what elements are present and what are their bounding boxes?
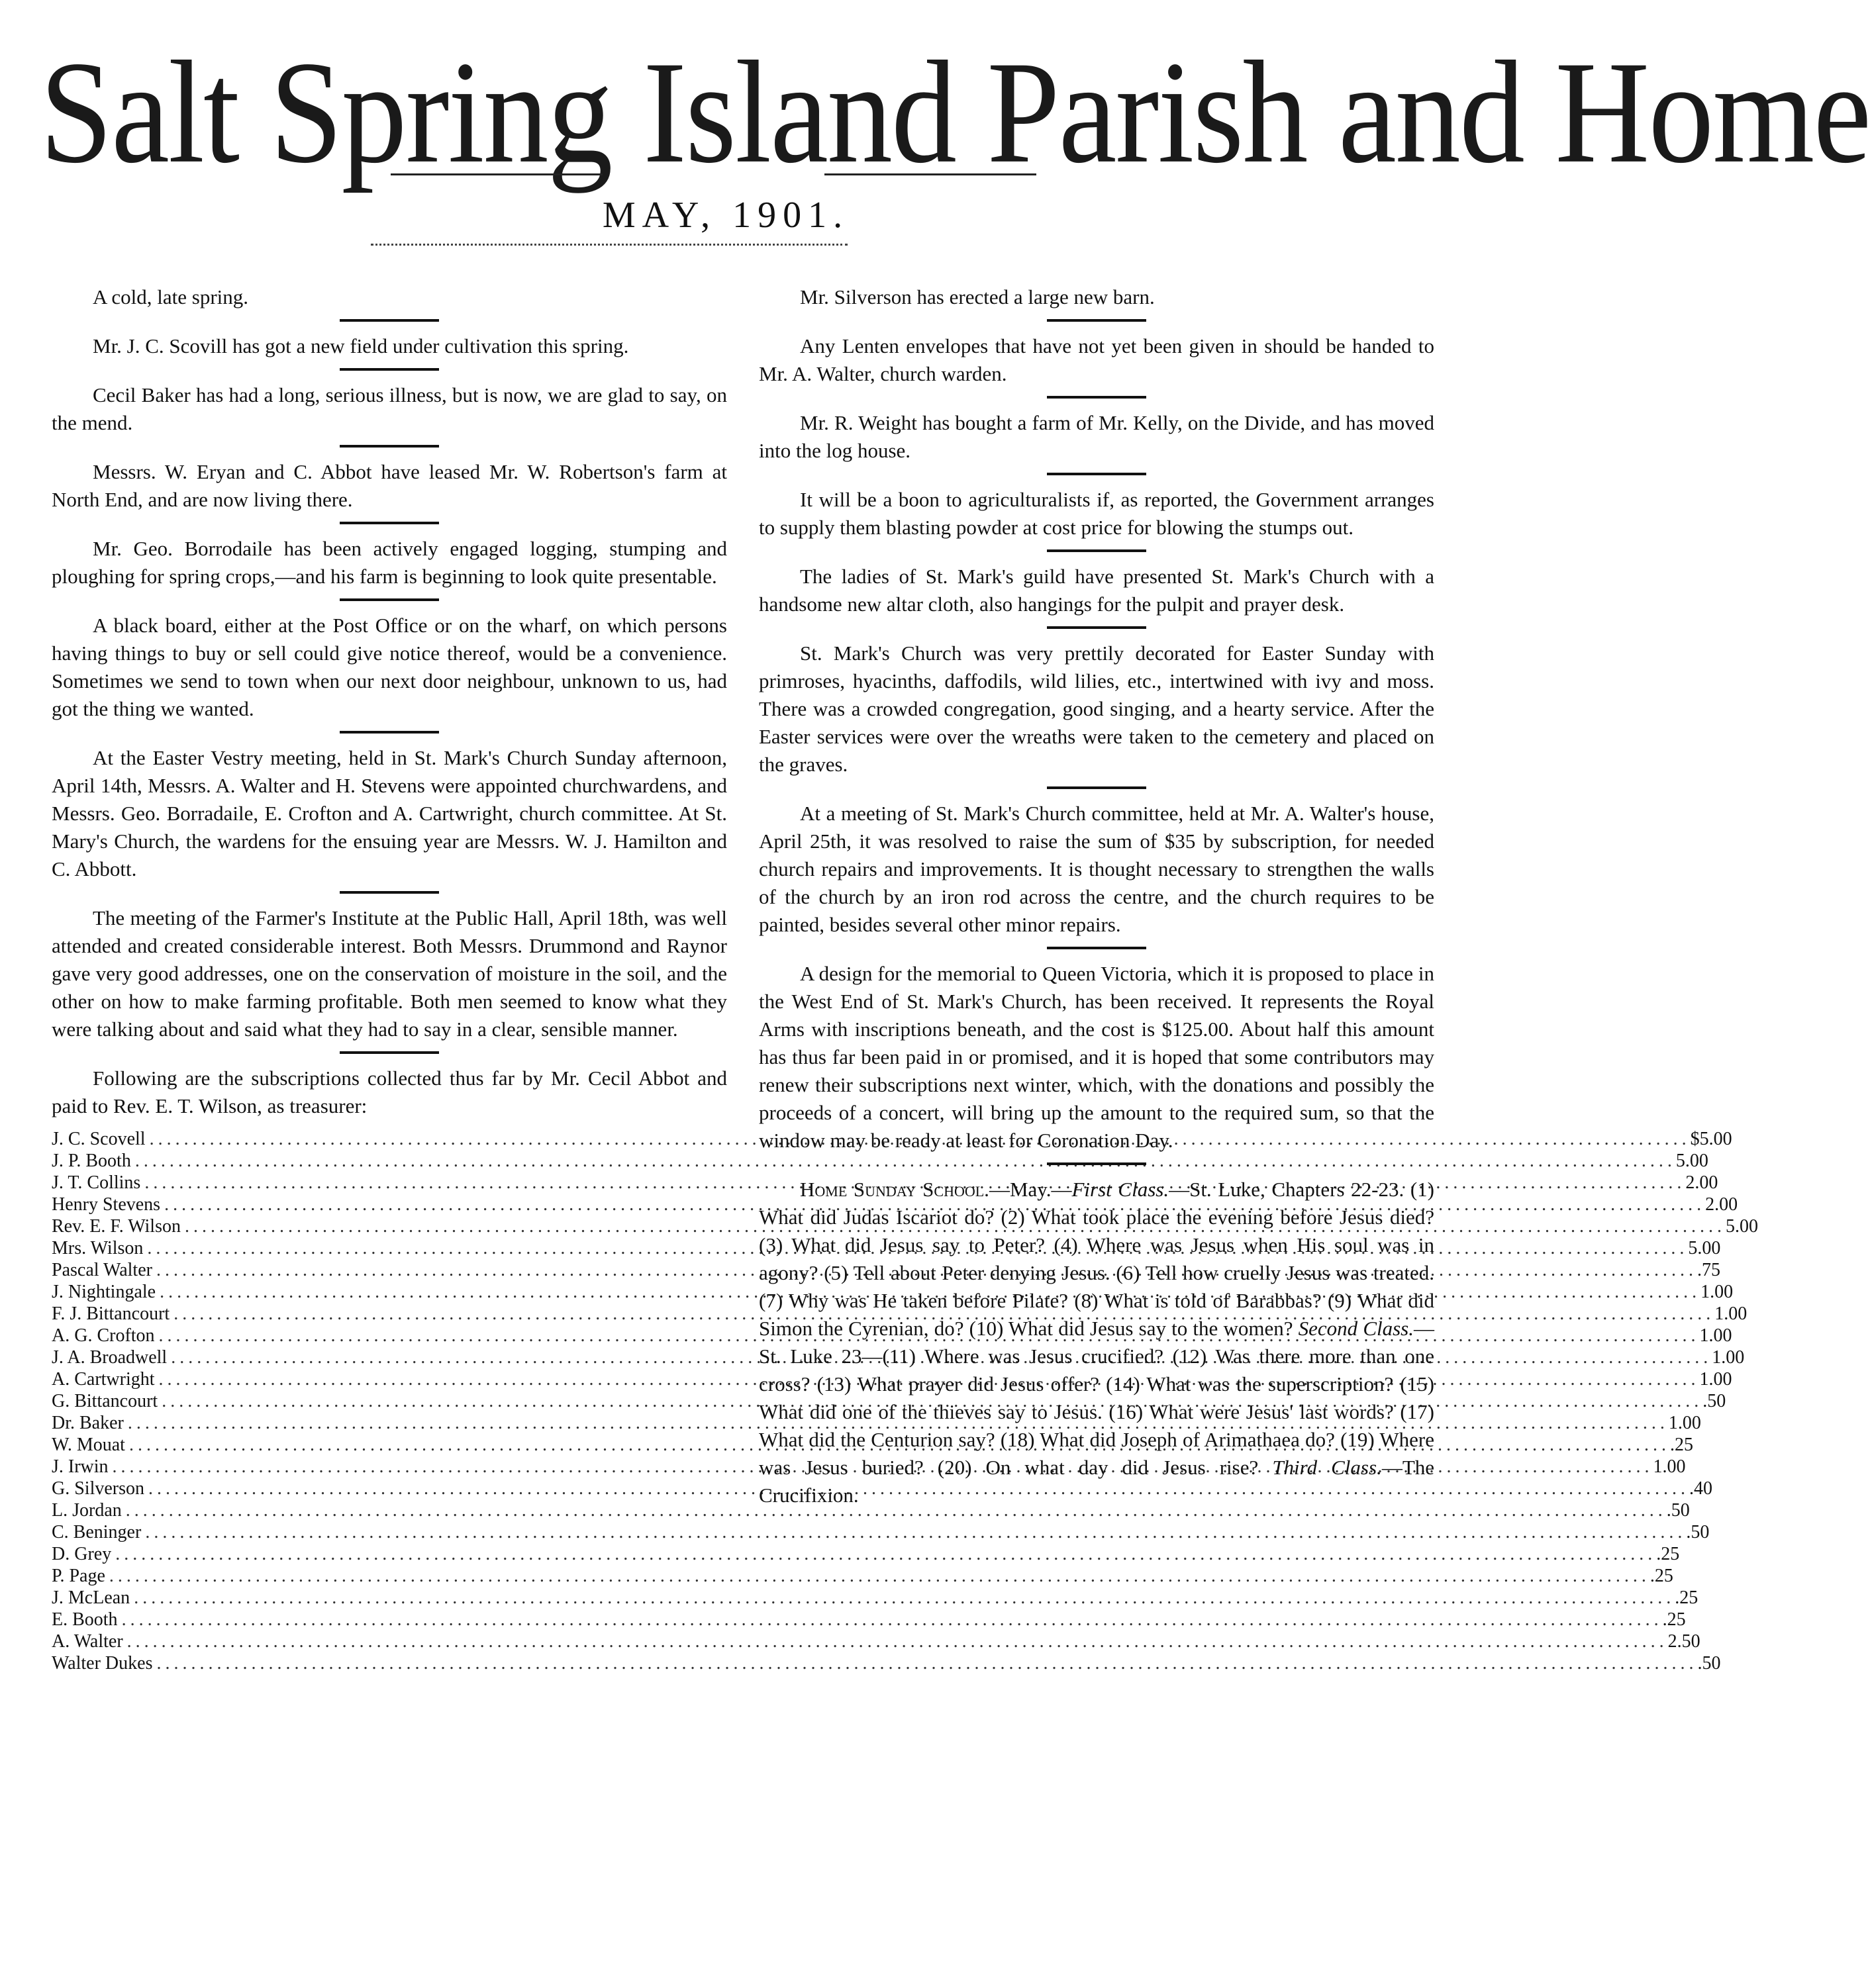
- subscription-amount: 2.00: [1685, 1172, 1718, 1193]
- masthead-rule-right: [824, 173, 1036, 175]
- subscriber-name: J. Irwin: [52, 1456, 109, 1477]
- subscriber-name: Mrs. Wilson: [52, 1238, 144, 1258]
- leader-dots: [156, 1652, 1697, 1674]
- subscriber-name: Walter Dukes: [52, 1653, 153, 1674]
- subscriber-name: D. Grey: [52, 1544, 112, 1564]
- subscription-amount: .25: [1649, 1566, 1673, 1586]
- subscriber-name: J. A. Broadwell: [52, 1347, 168, 1368]
- item-divider: [340, 731, 439, 734]
- subscription-row: [52, 1281, 1734, 1303]
- subscription-row: [52, 1215, 1758, 1237]
- news-item: At a meeting of St. Mark's Church committee, held at Mr. A. Walter's house, April 25th, it was resolved to raise the sum of $35 by subscription, for needed church repairs and improvements. It is thought necessary to strengthen the walls of the church by an iron rod across the centre, and the church requires to be painted, besides several other minor repairs.: [759, 802, 1434, 936]
- subscription-row: [52, 1652, 1721, 1674]
- subscriber-name: A. Cartwright: [52, 1369, 155, 1390]
- subscription-amount: 5.00: [1688, 1238, 1721, 1258]
- subscription-amount: 1.00: [1714, 1303, 1747, 1324]
- subscription-amount: .40: [1689, 1478, 1712, 1499]
- issue-date: MAY, 1901.: [602, 195, 850, 236]
- leader-dots: [115, 1543, 1656, 1565]
- item-divider: [340, 319, 439, 322]
- sunday-school-heading: Home Sunday School.: [800, 1178, 989, 1201]
- masthead-title: Salt Spring Island Parish and Home: [40, 30, 1870, 194]
- third-class-text: —The Crucifixion.: [759, 1456, 1435, 1507]
- item-divider: [1047, 786, 1146, 789]
- subscription-row: [52, 1521, 1710, 1543]
- subscription-amount: 5.00: [1675, 1151, 1708, 1171]
- subscriber-name: L. Jordan: [52, 1500, 122, 1521]
- subscriber-name: J. Nightingale: [52, 1282, 156, 1302]
- subscription-amount: .75: [1697, 1260, 1720, 1280]
- subscriber-name: J. C. Scovell: [52, 1129, 146, 1149]
- subscription-amount: .25: [1656, 1544, 1680, 1564]
- subscription-row: [52, 1368, 1732, 1390]
- subscriber-name: Dr. Baker: [52, 1413, 124, 1433]
- news-item: Mr. Geo. Borrodaile has been actively engaged logging, stumping and ploughing for spring crops,—and his farm is beginning to look quite presentable.: [52, 537, 727, 588]
- item-divider: [340, 445, 439, 448]
- subscription-amount: 2.50: [1667, 1631, 1700, 1652]
- subscription-amount: .50: [1697, 1653, 1721, 1674]
- subscription-row: [52, 1565, 1673, 1587]
- subscriber-name: J. T. Collins: [52, 1172, 141, 1193]
- subscriber-name: G. Silverson: [52, 1478, 144, 1499]
- second-class-questions: —St. Luke 23—(11) Where was Jesus crucified? (12) Was there more than one cross? (13) What prayer did Jesus offer? (14) What was the superscription? (15) What did one of the thieves say to Jesus. (16) What were Jesus' last words? (17) What did the Centurion say? (18) What did Joseph of Arimathaea do? (19) Where was Jesus buried? (20) On what day did Jesus rise?: [759, 1317, 1434, 1479]
- subscription-row: [52, 1390, 1726, 1412]
- subscriptions-intro: Following are the subscriptions collected thus far by Mr. Cecil Abbot and paid to Rev. E. T. Wilson, as treasurer:: [52, 1066, 727, 1117]
- news-item: St. Mark's Church was very prettily decorated for Easter Sunday with primroses, hyacinths, daffodils, wild lilies, etc., intertwined with ivy and moss. There was a crowded congregation, good singing, and a hearty service. After the Easter services were over the wreaths were taken to the cemetery and placed on the graves.: [759, 641, 1434, 776]
- subscription-amount: 2.00: [1705, 1194, 1738, 1215]
- subscription-row: [52, 1631, 1700, 1652]
- leader-dots: [145, 1521, 1686, 1543]
- subscription-row: [52, 1609, 1686, 1631]
- item-divider: [1047, 1162, 1146, 1165]
- subscription-row: [52, 1303, 1747, 1325]
- subscription-row: [52, 1499, 1690, 1521]
- news-item: A black board, either at the Post Office or on the wharf, on which persons having things to buy or sell could give notice thereof, would be a convenience. Sometimes we send to town when our next door neighbour, unknown to us, had got the thing we wanted.: [52, 614, 727, 720]
- item-divider: [1047, 626, 1146, 629]
- subscription-amount: $5.00: [1690, 1129, 1732, 1149]
- subscription-amount: .50: [1666, 1500, 1690, 1521]
- news-item: The ladies of St. Mark's guild have presented St. Mark's Church with a handsome new altar cloth, also hangings for the pulpit and prayer desk.: [759, 565, 1434, 616]
- item-divider: [1047, 319, 1146, 322]
- subscription-amount: 1.00: [1712, 1347, 1745, 1368]
- subscription-amount: 1.00: [1699, 1369, 1732, 1390]
- leader-dots: [122, 1609, 1663, 1631]
- subscription-row: [52, 1347, 1745, 1368]
- first-class-label: First Class.: [1071, 1178, 1169, 1201]
- third-class-label: Third Class.: [1272, 1456, 1382, 1479]
- subscription-row: [52, 1128, 1732, 1150]
- subscription-row: [52, 1194, 1738, 1215]
- item-divider: [1047, 396, 1146, 399]
- news-item: A cold, late spring.: [93, 285, 249, 308]
- subscription-amount: .50: [1702, 1391, 1726, 1411]
- item-divider: [1047, 549, 1146, 552]
- item-divider: [340, 1051, 439, 1054]
- subscription-row: [52, 1478, 1712, 1499]
- item-divider: [1047, 473, 1146, 475]
- subscriber-name: P. Page: [52, 1566, 105, 1586]
- masthead-rule-left: [391, 173, 603, 175]
- subscriber-name: F. J. Bittancourt: [52, 1303, 170, 1324]
- subscriber-name: J. McLean: [52, 1587, 130, 1608]
- subscriber-name: W. Mouat: [52, 1435, 125, 1455]
- sunday-school-month: —May.—: [989, 1178, 1072, 1201]
- subscriber-name: E. Booth: [52, 1609, 118, 1630]
- news-item: At the Easter Vestry meeting, held in St. Mark's Church Sunday afternoon, April 14th, Messrs. A. Walter and H. Stevens were appointed churchwardens, and Messrs. Geo. Borradaile, E. Crofton and A. Cartwright, church committee. At St. Mary's Church, the wardens for the ensuing year are Messrs. W. J. Hamilton and C. Abbott.: [52, 746, 727, 880]
- subscription-row: [52, 1434, 1693, 1456]
- subscription-amount: .50: [1686, 1522, 1710, 1542]
- subscription-row: [52, 1150, 1708, 1172]
- subscription-row: [52, 1237, 1721, 1259]
- subscriber-name: C. Beninger: [52, 1522, 142, 1542]
- news-item: The meeting of the Farmer's Institute at the Public Hall, April 18th, was well attended and created considerable interest. Both Messrs. Drummond and Raynor gave very good addresses, one on the conservation of moisture in the soil, and the other on how to make farming profitable. Both men seemed to know what they were talking about and said what they had to say in a clear, sensible manner.: [52, 906, 727, 1041]
- second-class-label: Second Class.: [1298, 1317, 1414, 1340]
- item-divider: [340, 598, 439, 601]
- item-divider: [340, 368, 439, 371]
- subscriber-name: A. Walter: [52, 1631, 123, 1652]
- subscription-amount: 1.00: [1700, 1282, 1734, 1302]
- leader-dots: [109, 1565, 1650, 1587]
- item-divider: [1047, 947, 1146, 949]
- subscriber-name: Pascal Walter: [52, 1260, 152, 1280]
- news-item: Any Lenten envelopes that have not yet been given in should be handed to Mr. A. Walter, church warden.: [759, 334, 1434, 385]
- subscription-row: [52, 1543, 1680, 1565]
- subscription-amount: 5.00: [1725, 1216, 1758, 1237]
- sunday-school-lesson: [759, 1176, 1434, 1509]
- subscription-amount: 1.00: [1653, 1456, 1686, 1477]
- subscriber-name: J. P. Booth: [52, 1151, 131, 1171]
- subscription-amount: .25: [1662, 1609, 1686, 1630]
- subscription-amount: 1.00: [1668, 1413, 1701, 1433]
- subscription-amount: .25: [1675, 1587, 1698, 1608]
- news-item: A design for the memorial to Queen Victoria, which it is proposed to place in the West End of St. Mark's Church, has been received. It represents the Royal Arms with inscriptions beneath, and the cost is $125.00. About half this amount has thus far been paid in or promised, and it is hoped that some contributors may renew their subscriptions next winter, which, with the donations and possibly the proceeds of a concert, will bring up the amount to the required sum, so that the window may be ready at least for Coronation Day.: [759, 962, 1434, 1152]
- news-item: Mr. J. C. Scovill has got a new field under cultivation this spring.: [93, 334, 629, 357]
- news-item: Mr. R. Weight has bought a farm of Mr. Kelly, on the Divide, and has moved into the log house.: [759, 411, 1434, 462]
- news-item: Messrs. W. Eryan and C. Abbot have leased Mr. W. Robertson's farm at North End, and are now living there.: [52, 460, 727, 511]
- item-divider: [340, 891, 439, 894]
- right-column: [759, 283, 1434, 1517]
- news-item: Cecil Baker has had a long, serious illness, but is now, we are glad to say, on the mend.: [52, 383, 727, 434]
- leader-dots: [134, 1587, 1675, 1609]
- news-item: It will be a boon to agriculturalists if, as reported, the Government arranges to supply them blasting powder at cost price for blowing the stumps out.: [759, 488, 1434, 539]
- subscriber-name: Henry Stevens: [52, 1194, 161, 1215]
- subscriber-name: G. Bittancourt: [52, 1391, 158, 1411]
- subscriber-name: Rev. E. F. Wilson: [52, 1216, 181, 1237]
- item-divider: [340, 522, 439, 524]
- subscriber-name: A. G. Crofton: [52, 1325, 155, 1346]
- subscription-row: [52, 1587, 1698, 1609]
- subscription-row: [52, 1259, 1720, 1281]
- date-rule: [371, 244, 848, 246]
- subscription-amount: .25: [1669, 1435, 1693, 1455]
- subscription-row: [52, 1412, 1701, 1434]
- news-item: Mr. Silverson has erected a large new barn.: [800, 285, 1155, 308]
- leader-dots: [127, 1631, 1668, 1652]
- first-class-questions: —St. Luke, Chapters 22-23. (1) What did Judas Iscariot do? (2) What took place the evening before Jesus died? (3) What did Jesus say to Peter? (4) Where was Jesus when His soul was in agony? (5) Tell about Peter denying Jesus. (6) Tell how cruelly Jesus was treated. (7) Why was He taken before Pilate? (8) What is told of Barabbas? (9) What did Simon the Cyrenian, do? (10) What did Jesus say to the women?: [759, 1178, 1434, 1340]
- subscription-amount: 1.00: [1699, 1325, 1732, 1346]
